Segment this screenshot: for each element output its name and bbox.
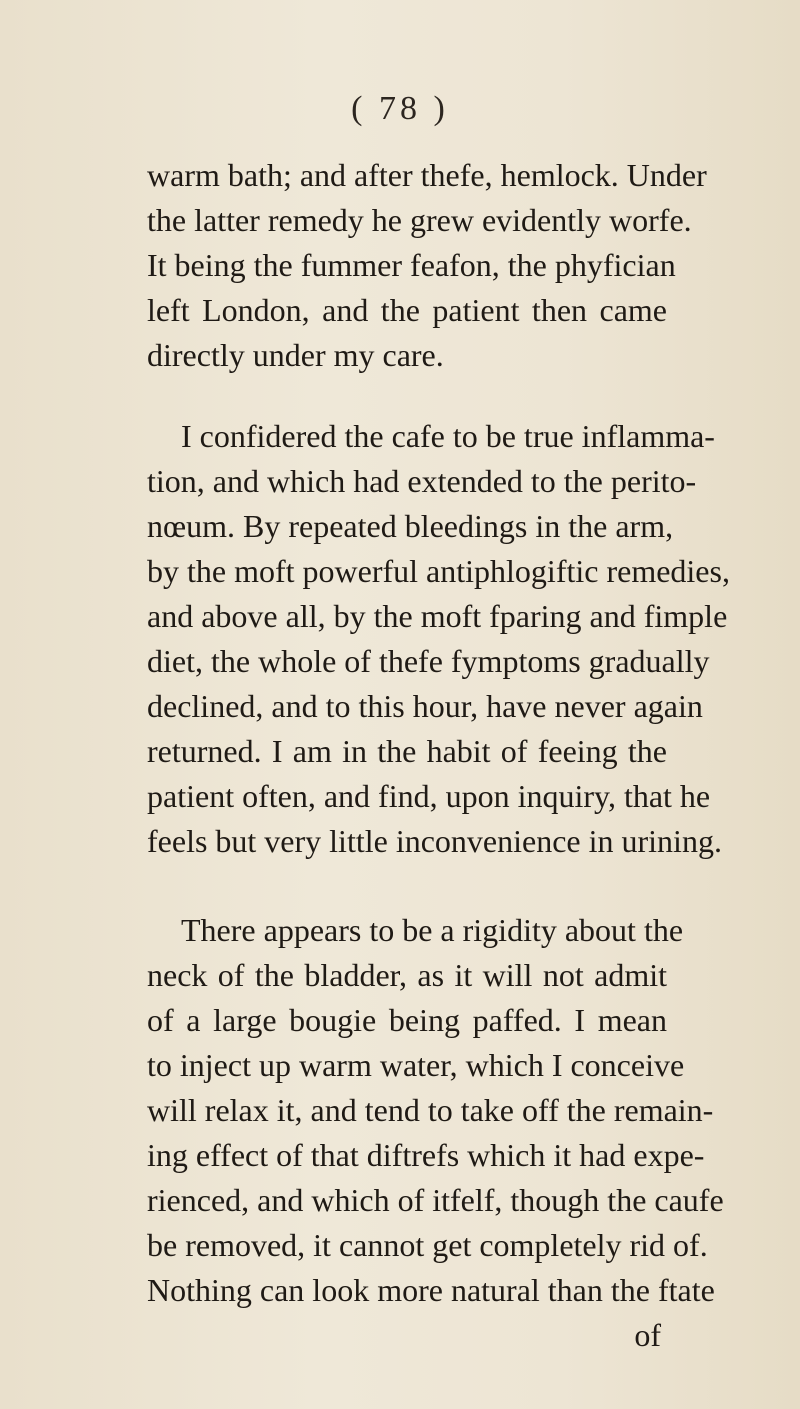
paragraph-2 xyxy=(147,414,730,864)
text-line: be removed, it cannot get completely rid of. xyxy=(147,1227,708,1263)
paragraph-3 xyxy=(147,908,724,1358)
text-line: the latter remedy he grew evidently worfe. xyxy=(147,202,692,238)
text-line: declined, and to this hour, have never again xyxy=(147,688,703,724)
text-line: of a large bougie being paffed. I mean xyxy=(147,1002,667,1038)
catchword: of xyxy=(634,1317,661,1353)
text-line: Nothing can look more natural than the ftate xyxy=(147,1272,715,1308)
text-line: patient often, and find, upon inquiry, that he xyxy=(147,778,711,814)
text-line: I confidered the cafe to be true inflamma- xyxy=(181,418,715,454)
text-line: warm bath; and after thefe, hemlock. Under xyxy=(147,157,707,193)
text-line: diet, the whole of thefe fymptoms gradually xyxy=(147,643,710,679)
text-line: ing effect of that diftrefs which it had expe- xyxy=(147,1137,705,1173)
paragraph-1 xyxy=(147,153,707,378)
text-line: left London, and the patient then came xyxy=(147,292,667,328)
text-line: rienced, and which of itfelf, though the caufe xyxy=(147,1182,724,1218)
text-line: nœum. By repeated bleedings in the arm, xyxy=(147,508,674,544)
text-line: It being the fummer feafon, the phyfician xyxy=(147,247,676,283)
text-line: by the moft powerful antiphlogiftic remedies, xyxy=(147,553,730,589)
text-line: will relax it, and tend to take off the remain- xyxy=(147,1092,714,1128)
page-number: ( 78 ) xyxy=(351,90,449,127)
text-line: There appears to be a rigidity about the xyxy=(181,912,684,948)
text-line: returned. I am in the habit of feeing the xyxy=(147,733,667,769)
text-line: and above all, by the moft fparing and fimple xyxy=(147,598,728,634)
text-line: to inject up warm water, which I conceive xyxy=(147,1047,685,1083)
text-line: tion, and which had extended to the perito- xyxy=(147,463,697,499)
text-line: feels but very little inconvenience in urining. xyxy=(147,823,722,859)
text-line: directly under my care. xyxy=(147,337,444,373)
text-line: neck of the bladder, as it will not admit xyxy=(147,957,667,993)
